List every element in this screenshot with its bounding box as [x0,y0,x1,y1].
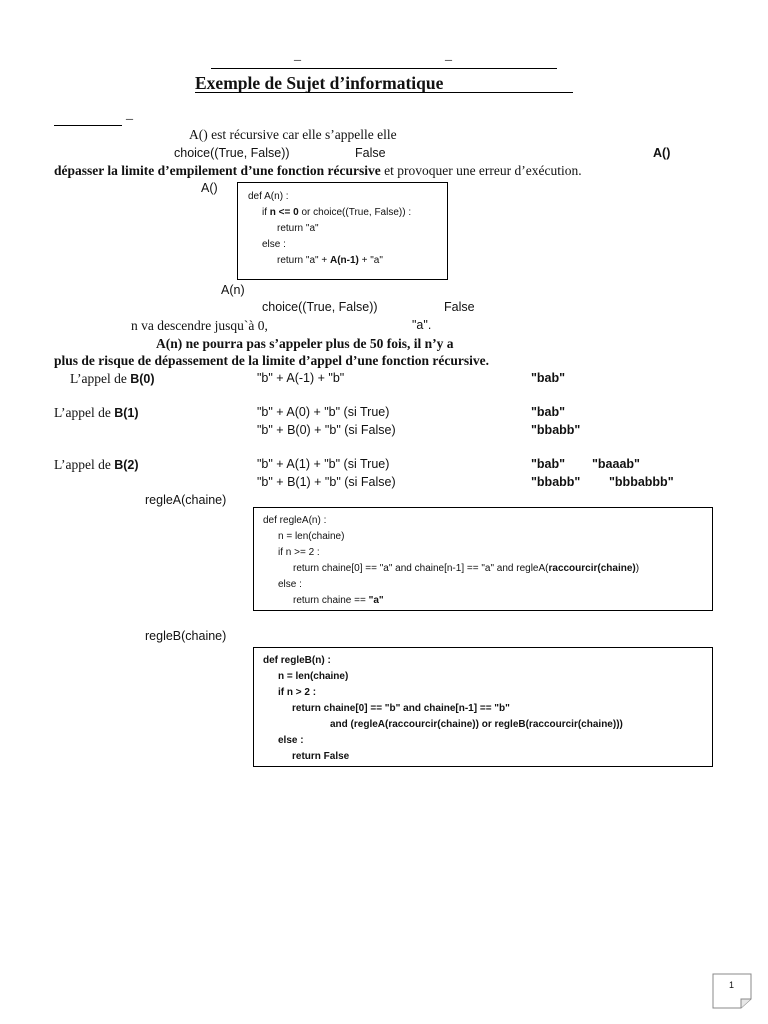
call-b0-result: "bab" [531,371,566,385]
analysis-a-string: "a". [412,318,432,332]
page-number-badge [712,973,752,1009]
intro-line-3-rest: et provoquer une erreur d’exécution. [380,163,582,178]
regle-a-line-6-pre: return chaine == [293,595,369,606]
call-b1-result-2: "bbabb" [531,423,581,437]
code-a-line-5-bold: A(n-1) [329,255,359,266]
call-b2-text: L’appel de [54,457,115,472]
code-a-line-3: return "a" [277,223,319,234]
title-underline [195,92,573,93]
analysis-false: False [444,300,475,314]
header-dash-2: _ [445,48,452,63]
regle-a-line-2: n = len(chaine) [278,531,345,542]
regle-a-line-4-pre: return chaine[0] == "a" and chaine[n-1] == "a" and regleA( [293,563,549,574]
code-a-line-2-bold: n <= 0 [269,207,299,218]
regle-a-line-1: def regleA(n) : [263,515,327,526]
code-box-regle-b [253,647,713,767]
call-b1-expr-2: "b" + B(0) + "b" (si False) [257,423,396,437]
regle-b-line-1: def regleB(n) : [263,655,331,666]
call-b0-fn: B(0) [130,372,155,386]
analysis-bold-1: A(n) ne pourra pas s’appeler plus de 50 fois, il n’y a [156,336,454,351]
call-b0-label [70,371,155,387]
header-dash-3: _ [126,107,133,122]
left-rule [54,125,122,126]
call-b1-expr-1: "b" + A(0) + "b" (si True) [257,405,390,419]
intro-line-3-bold: dépasser la limite d’empilement d’une fonction récursive [54,163,381,178]
regle-b-line-4: return chaine[0] == "b" and chaine[n-1] == "b" [292,703,510,714]
call-b2-expr-2: "b" + B(1) + "b" (si False) [257,475,396,489]
analysis-descend: n va descendre jusqu`à 0, [131,318,268,333]
analysis-bold-2: plus de risque de dépassement de la limite d’appel d’une fonction récursive. [54,353,490,368]
call-b0-expr: "b" + A(-1) + "b" [257,371,345,385]
code-a-line-1: def A(n) : [248,191,289,202]
call-b2-result-2a: "bbabb" [531,475,581,489]
regle-a-line-3: if n >= 2 : [278,547,320,558]
regle-a-line-5: else : [278,579,302,590]
call-b2-fn: B(2) [114,458,139,472]
call-b0-text: L’appel de [70,371,131,386]
call-b2-label [54,457,139,473]
header-dash-1: _ [294,48,301,63]
regle-a-line-6 [293,595,384,606]
header-rule-top [211,68,557,69]
page-number: 1 [729,980,735,990]
intro-a-label: A() [201,181,218,195]
intro-a-call: A() [653,146,671,160]
intro-choice: choice((True, False)) [174,146,290,160]
call-b1-fn: B(1) [114,406,139,420]
regle-b-line-3: if n > 2 : [278,687,317,698]
regle-a-line-4 [293,563,639,574]
code-box-a [237,182,448,280]
code-a-line-4: else : [262,239,286,250]
regle-b-caption: regleB(chaine) [145,629,227,643]
code-a-line-2-pre: if [262,207,270,218]
regle-a-line-4-bold: raccourcir(chaine) [548,563,636,574]
call-b1-label [54,405,139,421]
call-b2-result-1b: "baaab" [592,457,640,471]
regle-b-line-2: n = len(chaine) [278,671,349,682]
call-b2-result-1a: "bab" [531,457,566,471]
regle-a-line-6-bold: "a" [368,595,384,606]
code-box-regle-a [253,507,713,611]
regle-a-caption: regleA(chaine) [145,493,227,507]
call-b1-result-1: "bab" [531,405,566,419]
regle-a-line-4-post: ) [635,563,640,574]
call-b1-text: L’appel de [54,405,115,420]
code-a-line-5-pre: return "a" + [277,255,330,266]
regle-b-line-6: else : [278,735,304,746]
code-a-line-5-post: + "a" [358,255,383,266]
page-title: Exemple de Sujet d’informatique [195,73,444,93]
code-a-line-5 [277,255,383,266]
intro-line-1: A() est récursive car elle s’appelle elle [189,127,397,142]
intro-false: False [355,146,386,160]
regle-b-line-7: return False [292,751,350,762]
analysis-choice: choice((True, False)) [262,300,378,314]
analysis-an: A(n) [221,283,245,297]
code-a-line-2 [262,207,411,218]
call-b2-result-2b: "bbbabbb" [609,475,674,489]
code-a-line-2-post: or choice((True, False)) : [298,207,412,218]
call-b2-expr-1: "b" + A(1) + "b" (si True) [257,457,390,471]
intro-line-3 [54,163,582,179]
regle-b-line-5: and (regleA(raccourcir(chaine)) or regleB(raccourcir(chaine))) [330,719,623,730]
